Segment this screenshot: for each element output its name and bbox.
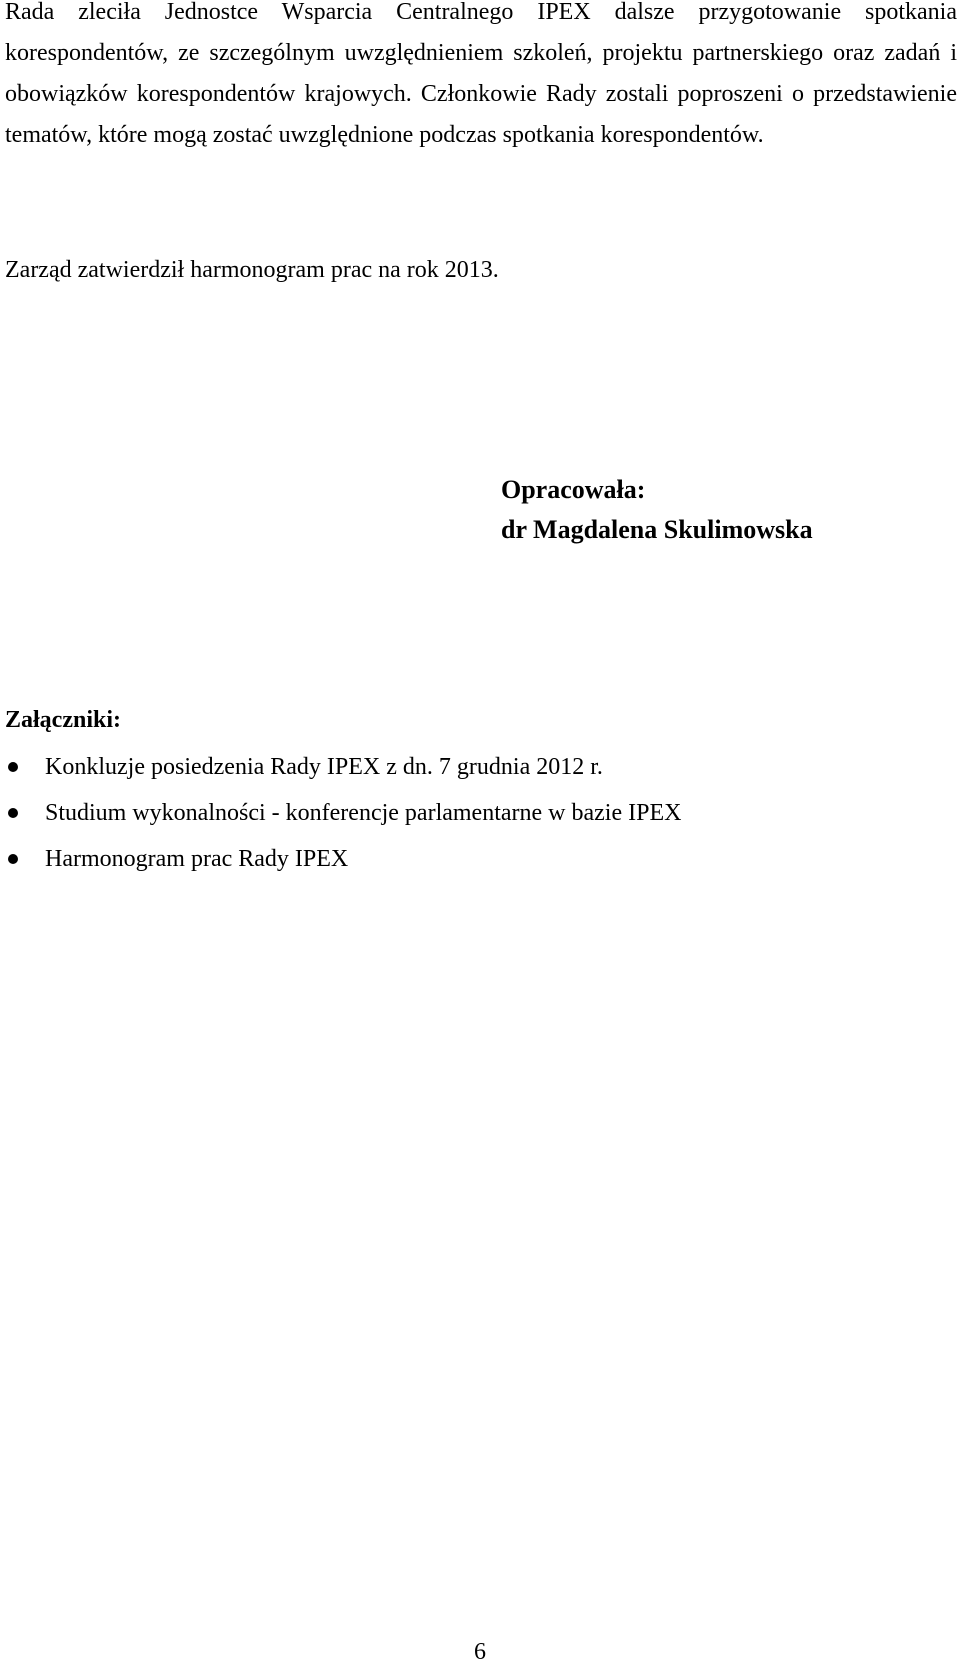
attachments-list [0, 744, 681, 882]
body-paragraph-1: Rada zleciła Jednostce Wsparcia Centralnego IPEX dalsze przygotowanie spotkania korespondentów, ze szczególnym uwzględnieniem szkoleń, projektu partnerskiego oraz zadań i obowiązków korespondentów krajowych. Członkowie Rady zostali poproszeni o przedstawienie tematów, które mogą zostać uwzględnione podczas spotkania korespondentów. [5, 0, 957, 148]
bullet-icon [8, 808, 18, 818]
page-number: 6 [474, 1639, 486, 1665]
attachment-item-label: Studium wykonalności - konferencje parlamentarne w bazie IPEX [45, 800, 682, 826]
signature-label: Opracowała: [501, 475, 646, 504]
signature-name: dr Magdalena Skulimowska [501, 515, 813, 544]
bullet-icon [8, 762, 18, 772]
attachment-item [0, 790, 681, 836]
attachments-title: Załączniki: [5, 707, 122, 733]
body-paragraph-2: Zarząd zatwierdził harmonogram prac na rok 2013. [5, 257, 499, 283]
attachment-item-label: Konkluzje posiedzenia Rady IPEX z dn. 7 grudnia 2012 r. [45, 754, 603, 780]
attachment-item [0, 836, 681, 882]
bullet-icon [8, 854, 18, 864]
signature-block [501, 470, 813, 550]
attachment-item-label: Harmonogram prac Rady IPEX [45, 846, 349, 872]
attachment-item [0, 744, 681, 790]
